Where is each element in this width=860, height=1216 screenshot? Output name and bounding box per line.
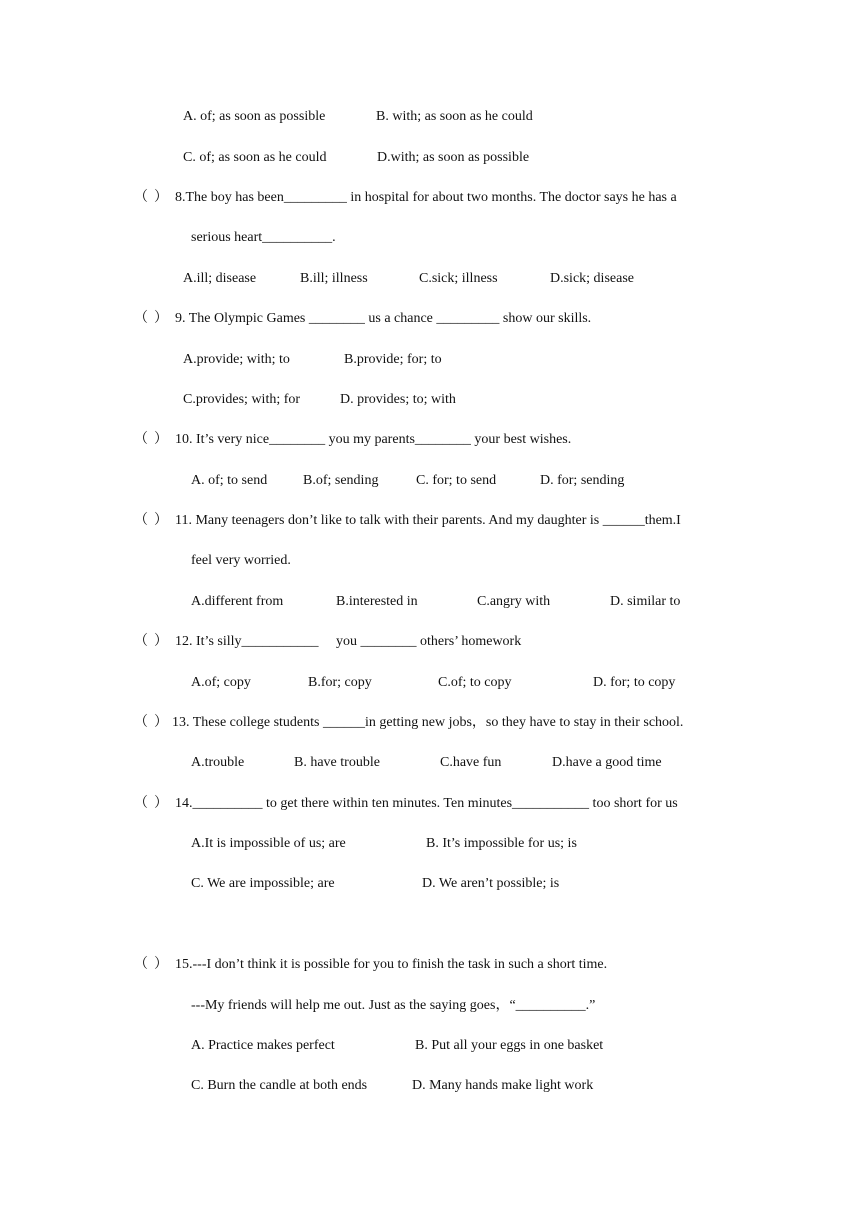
q10-option-c: C. for; to send	[416, 473, 497, 488]
q14-option-d: D. We aren’t possible; is	[422, 876, 560, 891]
q10-stem: 10. It’s very nice________ you my parents________ your best wishes.	[175, 432, 572, 447]
answer-bracket-left: （	[134, 432, 148, 447]
q15-stem-cont: ---My friends will help me out. Just as the saying goes，“__________.”	[191, 998, 596, 1013]
q9-option-a: A.provide; with; to	[183, 352, 290, 367]
q10-option-d: D. for; sending	[540, 473, 625, 488]
q7-option-b: B. with; as soon as he could	[376, 109, 533, 124]
q15-option-c: C. Burn the candle at both ends	[191, 1078, 368, 1093]
q10-option-a: A. of; to send	[191, 473, 268, 488]
q12-option-a: A.of; copy	[191, 675, 251, 690]
q15-option-a: A. Practice makes perfect	[191, 1038, 335, 1053]
q11-stem: 11. Many teenagers don’t like to talk with their parents. And my daughter is ______them.I	[175, 513, 681, 528]
q9-option-b: B.provide; for; to	[344, 352, 442, 367]
answer-bracket-left: （	[134, 190, 148, 205]
answer-bracket-right: ）	[154, 190, 168, 205]
answer-bracket-left: （	[134, 715, 148, 730]
q13-stem: 13. These college students ______in getting new jobs，so they have to stay in their school.	[172, 715, 684, 730]
q13-option-a: A.trouble	[191, 755, 245, 770]
answer-bracket-left: （	[134, 513, 148, 528]
q11-option-a: A.different from	[191, 594, 284, 609]
q8-stem-cont: serious heart__________.	[191, 230, 336, 245]
q13-option-d: D.have a good time	[552, 755, 662, 770]
answer-bracket-right: ）	[154, 513, 168, 528]
q11-option-d: D. similar to	[610, 594, 681, 609]
q12-option-c: C.of; to copy	[438, 675, 512, 690]
q8-option-a: A.ill; disease	[183, 271, 257, 286]
q14-option-b: B. It’s impossible for us; is	[426, 836, 577, 851]
q11-option-c: C.angry with	[477, 594, 551, 609]
q7-option-d: D.with; as soon as possible	[377, 150, 530, 165]
q11-option-b: B.interested in	[336, 594, 418, 609]
q14-option-a: A.It is impossible of us; are	[191, 836, 346, 851]
q12-option-b: B.for; copy	[308, 675, 372, 690]
answer-bracket-right: ）	[154, 634, 168, 649]
q12-option-d: D. for; to copy	[593, 675, 676, 690]
q14-option-c: C. We are impossible; are	[191, 876, 335, 891]
q8-option-c: C.sick; illness	[419, 271, 498, 286]
answer-bracket-left: （	[134, 957, 148, 972]
q8-stem: 8.The boy has been_________ in hospital for about two months. The doctor says he has a	[175, 190, 677, 205]
q7-option-c: C. of; as soon as he could	[183, 150, 327, 165]
answer-bracket-right: ）	[154, 796, 168, 811]
answer-bracket-right: ）	[154, 957, 168, 972]
q10-option-b: B.of; sending	[303, 473, 379, 488]
q13-option-b: B. have trouble	[294, 755, 380, 770]
answer-bracket-right: ）	[154, 715, 168, 730]
q14-stem: 14.__________ to get there within ten minutes. Ten minutes___________ too short for us	[175, 796, 678, 811]
answer-bracket-left: （	[134, 311, 148, 326]
q7-option-a: A. of; as soon as possible	[183, 109, 326, 124]
q8-option-d: D.sick; disease	[550, 271, 634, 286]
q12-stem: 12. It’s silly___________ you ________ others’ homework	[175, 634, 522, 649]
answer-bracket-left: （	[134, 634, 148, 649]
answer-bracket-left: （	[134, 796, 148, 811]
q8-option-b: B.ill; illness	[300, 271, 368, 286]
q15-stem: 15.---I don’t think it is possible for you to finish the task in such a short time.	[175, 957, 608, 972]
q9-option-c: C.provides; with; for	[183, 392, 301, 407]
q9-stem: 9. The Olympic Games ________ us a chance _________ show our skills.	[175, 311, 592, 326]
q15-option-d: D. Many hands make light work	[412, 1078, 594, 1093]
q11-stem-cont: feel very worried.	[191, 553, 291, 568]
q15-option-b: B. Put all your eggs in one basket	[415, 1038, 604, 1053]
answer-bracket-right: ）	[154, 311, 168, 326]
answer-bracket-right: ）	[154, 432, 168, 447]
q9-option-d: D. provides; to; with	[340, 392, 456, 407]
q13-option-c: C.have fun	[440, 755, 502, 770]
